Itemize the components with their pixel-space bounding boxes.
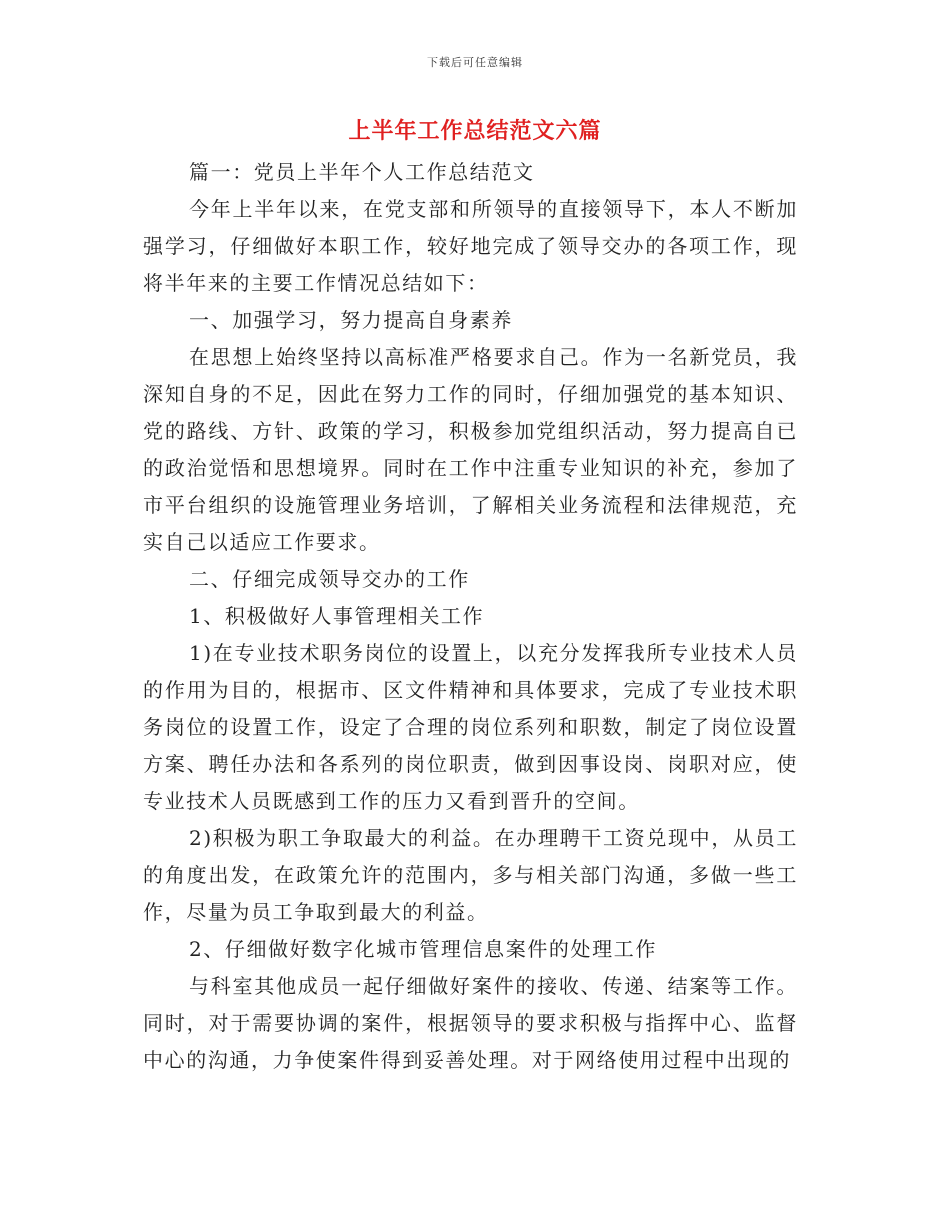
header-note: 下载后可任意编辑 <box>427 56 523 69</box>
paragraph-ideology: 在思想上始终坚持以高标准严格要求自己。作为一名新党员，我深知自身的不足，因此在努力工作的同时，仔细加强党的基本知识、党的路线、方针、政策的学习，积极参加党组织活动，努力提高自已的政治觉悟和思想境界。同时在工作中注重专业知识的补充，参加了市平台组织的设施管理业务培训，了解相关业务流程和法律规范，充实自己以适应工作要求。 <box>143 345 798 554</box>
subheading-digital-city: 2、仔细做好数字化城市管理信息案件的处理工作 <box>189 937 657 961</box>
heading-strengthen-study: 一、加强学习，努力提高自身素养 <box>189 308 513 332</box>
document-title: 上半年工作总结范文六篇 <box>348 119 602 144</box>
heading-leadership-tasks: 二、仔细完成领导交办的工作 <box>189 567 470 591</box>
subheading-personnel: 1、积极做好人事管理相关工作 <box>189 604 485 628</box>
paragraph-benefits: 2)积极为职工争取最大的利益。在办理聘干工资兑现中，从员工的角度出发，在政策允许的范围内，多与相关部门沟通，多做一些工作，尽量为员工争取到最大的利益。 <box>143 826 798 924</box>
document-body <box>143 154 798 1079</box>
section-heading-piece-one: 篇一：党员上半年个人工作总结范文 <box>189 160 535 184</box>
intro-paragraph: 今年上半年以来，在党支部和所领导的直接领导下，本人不断加强学习，仔细做好本职工作，较好地完成了领导交办的各项工作，现将半年来的主要工作情况总结如下： <box>143 197 798 295</box>
paragraph-positions: 1)在专业技术职务岗位的设置上，以充分发挥我所专业技术人员的作用为目的，根据市、区文件精神和具体要求，完成了专业技术职务岗位的设置工作，设定了合理的岗位系列和职数，制定了岗位设置方案、聘任办法和各系列的岗位职责，做到因事设岗、岗职对应，使专业技术人员既感到工作的压力又看到晋升的空间。 <box>143 641 798 813</box>
paragraph-cases: 与科室其他成员一起仔细做好案件的接收、传递、结案等工作。同时，对于需要协调的案件，根据领导的要求积极与指挥中心、监督中心的沟通，力争使案件得到妥善处理。对于网络使用过程中出现的 <box>143 974 798 1072</box>
